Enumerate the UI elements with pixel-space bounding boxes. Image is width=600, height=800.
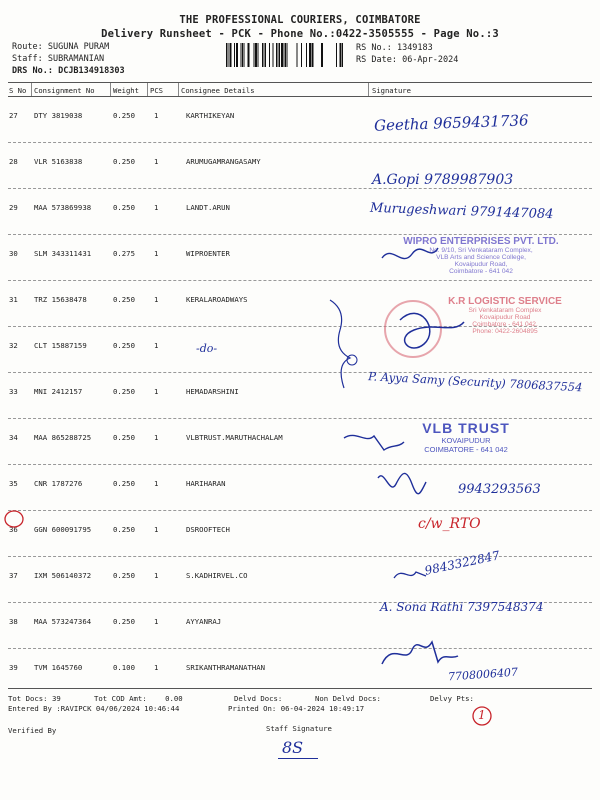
row-consignee: HARIHARAN [186, 479, 226, 488]
row-sno: 38 [9, 617, 18, 626]
company-title: THE PROFESSIONAL COURIERS, COIMBATORE [179, 14, 421, 26]
hand-sign-29: Murugeshwari 9791447084 [369, 200, 554, 223]
wipro-stamp-line: VLB Arts and Science College, [436, 254, 526, 261]
signature-35 [378, 473, 426, 493]
logistic-stamp-line: Sri Venkataram Complex [468, 307, 542, 314]
hand-sign-39: 7708006407 [447, 665, 519, 684]
printed-on: Printed On: 06-04-2024 10:49:17 [228, 704, 365, 713]
row-consignment: TRZ 15638478 [34, 295, 87, 304]
row-consignee: HEMADARSHINI [186, 387, 239, 396]
wipro-stamp-line: No. 9/10, Sri Venkataram Complex, [429, 247, 533, 254]
rs-date-label: RS Date: [356, 55, 397, 65]
row-pcs: 1 [154, 525, 159, 534]
row-consignee: AYYANRAJ [186, 617, 222, 626]
non-delvd-docs-label: Non Delvd Docs: [315, 694, 381, 703]
col-weight: Weight [113, 86, 139, 95]
row-weight: 0.100 [113, 663, 135, 672]
row-pcs: 1 [154, 617, 159, 626]
row-consignment: CNR 1787276 [34, 479, 83, 488]
row-consignment: TVM 1645760 [34, 663, 83, 672]
hand-note-36: c/w_RTO [418, 516, 481, 532]
row-consignee: LANDT.ARUN [186, 203, 230, 212]
col-signature: Signature [372, 86, 411, 95]
row-sno: 35 [9, 479, 18, 488]
tot-cod-value: 0.00 [165, 694, 183, 703]
row-pcs: 1 [154, 571, 159, 580]
wipro-stamp-line: Coimbatore - 641 042 [449, 268, 513, 275]
row-sno: 33 [9, 387, 18, 396]
logistic-stamp-line: Coimbatore - 641 042. [472, 321, 538, 328]
row-weight: 0.250 [113, 157, 135, 166]
delvy-pts-hand: 1 [478, 708, 486, 722]
row-weight: 0.250 [113, 479, 135, 488]
row-consignee: KARTHIKEYAN [186, 111, 235, 120]
col-consignment: Consignment No [34, 86, 95, 95]
col-sno: S No [9, 86, 27, 95]
row-sno: 34 [9, 433, 18, 442]
staff-label: Staff: [12, 54, 43, 64]
staff-value: SUBRAMANIAN [47, 54, 105, 64]
row-consignment: MAA 865288725 [34, 433, 92, 442]
row-pcs: 1 [154, 111, 159, 120]
rs-no-value: 1349183 [396, 43, 433, 53]
verified-by: Verified By [8, 726, 57, 735]
row-pcs: 1 [154, 203, 159, 212]
row-sno: 37 [9, 571, 18, 580]
row-weight: 0.250 [113, 617, 135, 626]
row-weight: 0.250 [113, 203, 135, 212]
wipro-stamp-line: WIPRO ENTERPRISES PVT. LTD. [403, 236, 559, 247]
row-consignment: IXM 506140372 [34, 571, 92, 580]
hand-sign-28: A.Gopi 9789987903 [372, 172, 514, 188]
row-consignment: MAA 573247364 [34, 617, 92, 626]
row-pcs: 1 [154, 433, 159, 442]
route-label: Route: [12, 42, 43, 52]
row-consignee: WIPROENTER [186, 249, 230, 258]
logistic-stamp-line: Phone: 0422-2604895 [472, 328, 538, 335]
row-weight: 0.250 [113, 111, 135, 120]
row-sno: 30 [9, 249, 18, 258]
row-sno: 32 [9, 341, 18, 350]
row-consignee: VLBTRUST.MARUTHACHALAM [186, 433, 283, 442]
row-pcs: 1 [154, 479, 159, 488]
hand-sign-38: A. Sona Rathi 7397548374 [380, 600, 544, 614]
logistic-stamp-line: K.R LOGISTIC SERVICE [448, 296, 562, 307]
row-consignment: CLT 15887159 [34, 341, 87, 350]
row-weight: 0.250 [113, 433, 135, 442]
vlb-stamp-line: KOVAIPUDUR [441, 436, 491, 445]
row-consignment: GGN 600091795 [34, 525, 92, 534]
delvd-docs-label: Delvd Docs: [234, 694, 283, 703]
row-pcs: 1 [154, 157, 159, 166]
signature-34 [344, 435, 404, 450]
row-sno: 39 [9, 663, 18, 672]
rs-date-value: 06-Apr-2024 [402, 55, 459, 65]
row-pcs: 1 [154, 249, 159, 258]
row-sno: 31 [9, 295, 18, 304]
drs-value: DCJB134918303 [58, 66, 125, 76]
row-sno: 36 [9, 525, 18, 534]
row-weight: 0.250 [113, 341, 135, 350]
logistic-stamp-line: Kovaipudur Road [479, 314, 531, 321]
runsheet-subtitle: Delivery Runsheet - PCK - Phone No.:0422-3505555 - Page No.:3 [101, 28, 499, 40]
row-consignee: DSROOFTECH [186, 525, 230, 534]
row-weight: 0.250 [113, 295, 135, 304]
hand-sign-37: 9843322847 [423, 548, 501, 578]
staff-signature-label: Staff Signature [266, 724, 332, 733]
staff-signature-underline [278, 758, 318, 759]
row-consignment: VLR 5163838 [34, 157, 83, 166]
row-weight: 0.250 [113, 525, 135, 534]
hand-sign-35: 9943293563 [458, 482, 541, 497]
row-consignee: S.KADHIRVEL.CO [186, 571, 248, 580]
row-consignee: SRIKANTHRAMANATHAN [186, 663, 266, 672]
footer-totals [8, 694, 61, 703]
row-consignment: SLM 343311431 [34, 249, 92, 258]
hand-sign-27: Geetha 9659431736 [373, 111, 529, 135]
footer-cod [94, 694, 183, 703]
row-consignment: DTY 3819038 [34, 111, 83, 120]
entered-by: Entered By :RAVIPCK 04/06/2024 10:46:44 [8, 704, 180, 713]
red-circle-mark [5, 511, 23, 527]
row-weight: 0.275 [113, 249, 135, 258]
drs-label: DRS No.: [12, 66, 53, 76]
vlb-stamp-line: COIMBATORE - 641 042 [424, 445, 508, 454]
delvy-pts-label: Delvy Pts: [430, 694, 474, 703]
row-sno: 28 [9, 157, 18, 166]
row-consignee: KERALAROADWAYS [186, 295, 248, 304]
staff-signature-hand: 8S [282, 738, 304, 757]
rs-no-label: RS No.: [356, 43, 392, 53]
row-weight: 0.250 [113, 387, 135, 396]
signature-31-32 [400, 313, 464, 348]
signature-39 [382, 642, 458, 664]
row-sno: 29 [9, 203, 18, 212]
tot-cod-label: Tot COD Amt: [94, 694, 147, 703]
col-consignee: Consignee Details [181, 86, 255, 95]
vlb-stamp-line: VLB TRUST [422, 420, 510, 436]
footer-rule [8, 688, 592, 689]
hand-ditto-32: -do- [196, 342, 218, 355]
wipro-stamp-line: Kovaipudur Road, [454, 261, 508, 268]
row-sno: 27 [9, 111, 18, 120]
row-weight: 0.250 [113, 571, 135, 580]
signature-30 [382, 248, 438, 259]
hand-sign-33: P. Ayya Samy (Security) 7806837554 [367, 369, 583, 395]
row-pcs: 1 [154, 663, 159, 672]
row-consignment: MNI 2412157 [34, 387, 83, 396]
col-pcs: PCS [150, 86, 163, 95]
signature-37 [394, 572, 426, 578]
tot-docs-value: 39 [51, 694, 61, 703]
row-pcs: 1 [154, 295, 159, 304]
bracket-stroke [330, 300, 350, 388]
row-pcs: 1 [154, 341, 159, 350]
row-consignment: MAA 573869938 [34, 203, 92, 212]
row-pcs: 1 [154, 387, 159, 396]
row-consignee: ARUMUGAMRANGASAMY [186, 157, 261, 166]
route-value: SUGUNA PURAM [47, 42, 110, 52]
tot-docs-label: Tot Docs: [8, 694, 48, 703]
